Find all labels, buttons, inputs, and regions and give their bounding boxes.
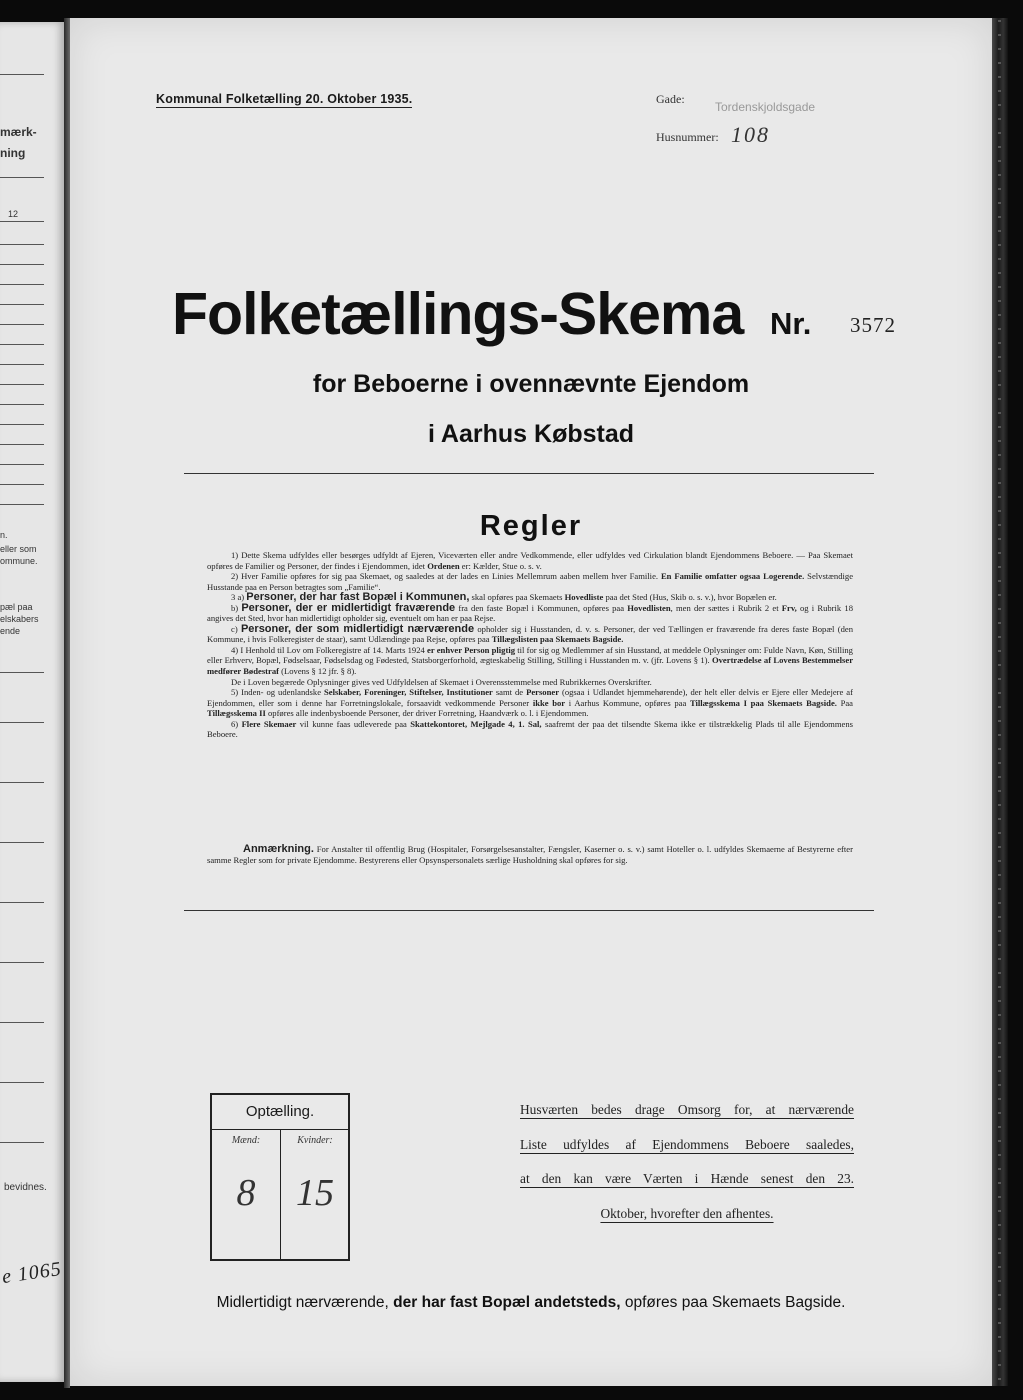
rule-4: 4) I Henhold til Lov om Folkeregistre af 14. Marts 1924 er enhver Person pligtig til for sig og Medlemmer af sin Husstand, at meddele Oplysninger om: Fulde Navn, Køn, Stilling eller Erhverv, Bopæl, Fødselsaar, Fødselsdag og Fødested, Statsborgerforhold, ægteskabelig Stilling, Stilling i Husstanden m. v. (jfr. Lovens § 1). Overtrædelse af Lovens Bestemmelser medfører Bødestraf (Lovens § 12 jfr. § 8). bbox=[207, 644, 854, 677]
margin-rule bbox=[0, 284, 44, 285]
margin-rule bbox=[0, 782, 44, 783]
margin-fragment: n. bbox=[0, 530, 8, 540]
margin-rule bbox=[0, 1082, 44, 1083]
rule-5: 5) Inden- og udenlandske Selskaber, Foreninger, Stiftelser, Institutioner samt de Personer (ogsaa i Udlandet hjemmehørende), der helt eller delvis er Ejere eller Medejere af Ejendommen, eller som i denne har Forretningslokale, forsaavidt vedkommende Personer ikke bor i Aarhus Kommune, opføres paa Tillægsskema I paa Skemaets Bagside. Paa Tillægsskema II opføres alle indenbysboende Personer, der driver Forretning, Haandværk o. l. i Ejendommen. bbox=[207, 687, 853, 719]
margin-rule bbox=[0, 902, 44, 903]
handwritten-note: e 1065 bbox=[0, 1257, 64, 1289]
census-title: Kommunal Folketælling 20. Oktober 1935. bbox=[156, 92, 413, 106]
census-form-page bbox=[70, 18, 992, 1386]
margin-fragment: bevidnes. bbox=[4, 1182, 47, 1193]
margin-rule bbox=[0, 364, 44, 365]
street-value: Tordenskjoldsgade bbox=[715, 100, 816, 114]
margin-fragment: ommune. bbox=[0, 556, 38, 566]
margin-rule bbox=[0, 177, 44, 178]
margin-rule bbox=[0, 444, 44, 445]
margin-rule bbox=[0, 1142, 44, 1143]
margin-rule bbox=[0, 464, 44, 465]
remark-label: Anmærkning. bbox=[243, 843, 314, 855]
rule-3c: c) Personer, der som midlertidigt nærværende opholder sig i Husstanden, d. v. s. Personer, der ved Tællingen er fraværende fra deres faste Bopæl (den Kommune, i hvis Folkeregister de staar), samt Udlændinge paa Rejse, opføres paa Tillægslisten paa Skemaets Bagside. bbox=[207, 622, 853, 645]
notice-line: Liste udfyldes af Ejendommens Beboere saaledes, bbox=[520, 1136, 854, 1152]
margin-rule bbox=[0, 484, 44, 485]
margin-fragment: pæl paa bbox=[0, 602, 33, 612]
rules-text bbox=[207, 550, 853, 740]
margin-fragment: ende bbox=[0, 626, 21, 636]
form-subtitle: for Beboerne i ovennævnte Ejendom bbox=[312, 370, 750, 398]
rule-3b: b) Personer, der er midlertidigt fraværende fra den faste Bopæl i Kommunen, opføres paa Hovedlisten, men der sættes i Rubrik 2 et Frv, og i Rubrik 18 angives det Sted, hvor han midlertidigt opholder sig, eventuelt om han er paa Rejse. bbox=[207, 601, 853, 624]
margin-rule bbox=[0, 244, 44, 245]
remark-text: Anmærkning. For Anstalter til offentlig Brug (Hospitaler, Forsørgelsesanstalter, Fængsler, Kaserner o. s. v.) samt Hoteller o. l. udfyldes Skemaerne af Bestyrerne efter samme Regler som for private Ejendomme. Bestyrerens eller Opsynspersonalets særlige Husholdning skal opføres for sig. bbox=[207, 843, 853, 865]
divider bbox=[184, 473, 874, 474]
house-number-label: Husnummer: bbox=[656, 130, 719, 144]
margin-rule bbox=[0, 842, 44, 843]
margin-rule bbox=[0, 264, 44, 265]
margin-rule bbox=[0, 344, 44, 345]
form-number-label: Nr. bbox=[770, 306, 812, 341]
margin-fragment: 12 bbox=[8, 209, 19, 219]
divider bbox=[184, 910, 874, 911]
book-edge-texture bbox=[998, 20, 1001, 1380]
house-number-value: 108 bbox=[731, 122, 770, 147]
footer-instruction: Midlertidigt nærværende, der har fast Bopæl andetsteds, opføres paa Skemaets Bagside. bbox=[216, 1294, 846, 1311]
margin-rule bbox=[0, 962, 44, 963]
margin-rule bbox=[0, 1022, 44, 1023]
margin-rule bbox=[0, 221, 44, 222]
form-subtitle-city: i Aarhus Købstad bbox=[427, 420, 635, 448]
women-count: 15 bbox=[296, 1172, 334, 1214]
margin-rule bbox=[0, 404, 44, 405]
street-label: Gade: bbox=[656, 92, 685, 106]
women-label: Kvinder: bbox=[297, 1135, 333, 1146]
margin-rule bbox=[0, 672, 44, 673]
landlord-notice bbox=[512, 1100, 862, 1238]
men-count: 8 bbox=[236, 1172, 256, 1214]
notice-line: at den kan være Værten i Hænde senest den 23. bbox=[520, 1171, 854, 1186]
previous-page-edge bbox=[0, 22, 66, 1382]
margin-fragment: elskabers bbox=[0, 614, 39, 624]
margin-rule bbox=[0, 424, 44, 425]
men-label: Mænd: bbox=[231, 1135, 261, 1146]
form-number-value: 3572 bbox=[850, 313, 896, 337]
count-title: Optælling. bbox=[212, 1095, 348, 1130]
rule-4-note: De i Loven begærede Oplysninger gives ved Udfyldelsen af Skemaet i Overensstemmelse med Rubrikkernes Overskrifter. bbox=[231, 676, 652, 687]
rule-3a: 3 a) Personer, der har fast Bopæl i Kommunen, skal opføres paa Skemaets Hovedliste paa det Sted (Hus, Skib o. s. v.), hvor Bopælen er. bbox=[231, 591, 777, 604]
margin-rule bbox=[0, 722, 44, 723]
notice-line: Oktober, hvorefter den afhentes. bbox=[600, 1205, 774, 1221]
rule-6: 6) Flere Skemaer vil kunne faas udleverede paa Skattekontoret, Mejlgade 4, 1. Sal, saafremt der paa det tilsendte Skema ikke er tilstrækkelig Plads til alle Ejendommens Beboere. bbox=[207, 718, 854, 740]
margin-rule bbox=[0, 504, 44, 505]
margin-fragment: ning bbox=[0, 146, 26, 160]
margin-rule bbox=[0, 304, 44, 305]
notice-line: Husværten bedes drage Omsorg for, at nærværende bbox=[520, 1102, 854, 1117]
margin-rule bbox=[0, 74, 44, 75]
rules-heading: Regler bbox=[479, 510, 583, 542]
count-box bbox=[210, 1093, 350, 1261]
rule-1: 1) Dette Skema udfyldes eller besørges udfyldt af Ejeren, Viceværten eller andre Vedkommende, eller udfyldes ved Cirkulation blandt Ejendommens Beboere. — Paa Skemaet opføres de Familier og Personer, der findes i Ejendommen, idet Ordenen er: Kælder, Stue o. s. v. bbox=[207, 550, 853, 571]
form-title: Folketællings-Skema bbox=[172, 281, 744, 347]
rule-2: 2) Hver Familie opføres for sig paa Skemaet, og saaledes at der lades en Linies Mellemrum aaben mellem hver Familie. En Familie omfatter ogsaa Logerende. Selvstændige Husstande paa en Person betragtes som „Familie“. bbox=[207, 571, 854, 592]
margin-fragment: eller som bbox=[0, 544, 37, 554]
margin-rule bbox=[0, 384, 44, 385]
margin-rule bbox=[0, 324, 44, 325]
margin-fragment: mærk- bbox=[0, 125, 37, 139]
